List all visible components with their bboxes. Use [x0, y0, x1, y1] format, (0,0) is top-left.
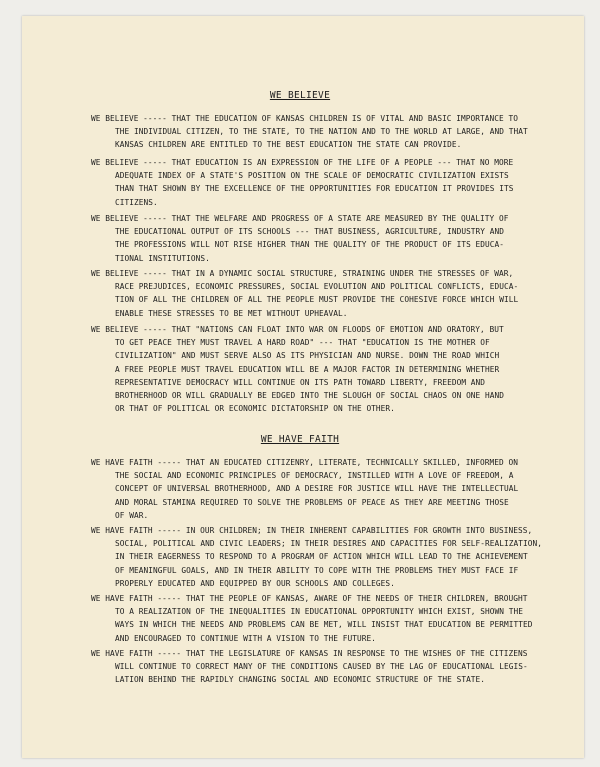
section-title-we-believe: WE BELIEVE: [269, 90, 331, 101]
faith-paragraph: [91, 647, 531, 687]
text-line: THAN THAT SHOWN BY THE EXCELLENCE OF THE OPPORTUNITIES FOR EDUCATION IT PROVIDES ITS: [115, 184, 514, 194]
believe-paragraph: [91, 112, 531, 152]
text-line: TIONAL INSTITUTIONS.: [115, 253, 210, 263]
text-line: ADEQUATE INDEX OF A STATE'S POSITION ON THE SCALE OF DEMOCRATIC CIVILIZATION EXISTS: [115, 171, 509, 181]
text-line: SOCIAL, POLITICAL AND CIVIC LEADERS; IN THEIR DESIRES AND CAPACITIES FOR SELF-REALIZATION,: [115, 539, 542, 549]
text-line: WILL CONTINUE TO CORRECT MANY OF THE CONDITIONS CAUSED BY THE LAG OF EDUCATIONAL LEGIS-: [115, 662, 528, 672]
faith-paragraph: [91, 456, 531, 522]
text-line: WE HAVE FAITH ----- THAT THE LEGISLATURE OF KANSAS IN RESPONSE TO THE WISHES OF THE CITIZENS: [91, 649, 528, 658]
text-line: LATION BEHIND THE RAPIDLY CHANGING SOCIAL AND ECONOMIC STRUCTURE OF THE STATE.: [115, 675, 486, 685]
text-line: THE PROFESSIONS WILL NOT RISE HIGHER THAN THE QUALITY OF THE PRODUCT OF ITS EDUCA-: [115, 240, 505, 250]
text-line: TION OF ALL THE CHILDREN OF ALL THE PEOPLE MUST PROVIDE THE COHESIVE FORCE WHICH WILL: [115, 295, 519, 305]
text-line: ENABLE THESE STRESSES TO BE MET WITHOUT UPHEAVAL.: [115, 308, 348, 318]
text-line: OF WAR.: [115, 510, 149, 520]
text-line: WAYS IN WHICH THE NEEDS AND PROBLEMS CAN BE MET, WILL INSIST THAT EDUCATION BE PERMITTED: [115, 620, 533, 630]
text-line: THE SOCIAL AND ECONOMIC PRINCIPLES OF DEMOCRACY, INSTILLED WITH A LOVE OF FREEDOM, A: [115, 471, 514, 481]
believe-paragraph: [91, 323, 531, 415]
section-title-we-have-faith: WE HAVE FAITH: [260, 434, 340, 445]
believe-paragraph: [91, 212, 531, 265]
text-line: OR THAT OF POLITICAL OR ECONOMIC DICTATORSHIP ON THE OTHER.: [115, 404, 395, 414]
text-line: TO GET PEACE THEY MUST TRAVEL A HARD ROAD" --- THAT "EDUCATION IS THE MOTHER OF: [115, 338, 490, 348]
text-line: WE HAVE FAITH ----- THAT THE PEOPLE OF KANSAS, AWARE OF THE NEEDS OF THEIR CHILDREN, BROUGHT: [91, 594, 528, 603]
text-line: BROTHERHOOD OR WILL GRADUALLY BE EDGED INTO THE SLOUGH OF SOCIAL CHAOS ON ONE HAND: [115, 391, 505, 401]
text-line: TO A REALIZATION OF THE INEQUALITIES IN EDUCATIONAL OPPORTUNITY WHICH EXIST, SHOWN THE: [115, 607, 523, 617]
text-line: WE BELIEVE ----- THAT THE EDUCATION OF KANSAS CHILDREN IS OF VITAL AND BASIC IMPORTANCE TO: [91, 114, 518, 123]
text-line: OF MEANINGFUL GOALS, AND IN THEIR ABILITY TO COPE WITH THE PROBLEMS THEY MUST FACE IF: [115, 565, 519, 575]
text-line: CIVILIZATION" AND MUST SERVE ALSO AS ITS PHYSICIAN AND NURSE. DOWN THE ROAD WHICH: [115, 351, 500, 361]
text-line: WE BELIEVE ----- THAT "NATIONS CAN FLOAT INTO WAR ON FLOODS OF EMOTION AND ORATORY, BUT: [91, 325, 504, 334]
text-line: CITIZENS.: [115, 197, 158, 207]
faith-paragraph: [91, 524, 542, 590]
text-line: RACE PREJUDICES, ECONOMIC PRESSURES, SOCIAL EVOLUTION AND POLITICAL CONFLICTS, EDUCA-: [115, 282, 519, 292]
text-line: WE BELIEVE ----- THAT IN A DYNAMIC SOCIAL STRUCTURE, STRAINING UNDER THE STRESSES OF WAR,: [91, 269, 514, 278]
text-line: REPRESENTATIVE DEMOCRACY WILL CONTINUE ON ITS PATH TOWARD LIBERTY, FREEDOM AND: [115, 377, 486, 387]
text-line: WE HAVE FAITH ----- THAT AN EDUCATED CITIZENRY, LITERATE, TECHNICALLY SKILLED, INFORMED ON: [91, 458, 518, 467]
text-line: WE BELIEVE ----- THAT EDUCATION IS AN EXPRESSION OF THE LIFE OF A PEOPLE --- THAT NO MORE: [91, 158, 514, 167]
text-line: THE INDIVIDUAL CITIZEN, TO THE STATE, TO THE NATION AND TO THE WORLD AT LARGE, AND THAT: [115, 127, 528, 137]
faith-paragraph: [91, 592, 531, 645]
text-line: WE BELIEVE ----- THAT THE WELFARE AND PROGRESS OF A STATE ARE MEASURED BY THE QUALITY OF: [91, 214, 509, 223]
text-line: WE HAVE FAITH ----- IN OUR CHILDREN; IN THEIR INHERENT CAPABILITIES FOR GROWTH INTO BUSINESS,: [91, 526, 533, 535]
believe-paragraph: [91, 267, 531, 320]
text-line: A FREE PEOPLE MUST TRAVEL EDUCATION WILL BE A MAJOR FACTOR IN DETERMINING WHETHER: [115, 364, 500, 374]
believe-paragraph: [91, 156, 531, 209]
text-line: THE EDUCATIONAL OUTPUT OF ITS SCHOOLS --- THAT BUSINESS, AGRICULTURE, INDUSTRY AND: [115, 227, 505, 237]
text-line: KANSAS CHILDREN ARE ENTITLED TO THE BEST EDUCATION THE STATE CAN PROVIDE.: [115, 140, 462, 150]
text-line: PROPERLY EDUCATED AND EQUIPPED BY OUR SCHOOLS AND COLLEGES.: [115, 578, 395, 588]
text-line: IN THEIR EAGERNESS TO RESPOND TO A PROGRAM OF ACTION WHICH WILL LEAD TO THE ACHIEVEMENT: [115, 552, 528, 562]
text-line: AND ENCOURAGED TO CONTINUE WITH A VISION TO THE FUTURE.: [115, 633, 376, 643]
text-line: CONCEPT OF UNIVERSAL BROTHERHOOD, AND A DESIRE FOR JUSTICE WILL HAVE THE INTELLECTUAL: [115, 484, 519, 494]
text-line: AND MORAL STAMINA REQUIRED TO SOLVE THE PROBLEMS OF PEACE AS THEY ARE MEETING THOSE: [115, 497, 509, 507]
